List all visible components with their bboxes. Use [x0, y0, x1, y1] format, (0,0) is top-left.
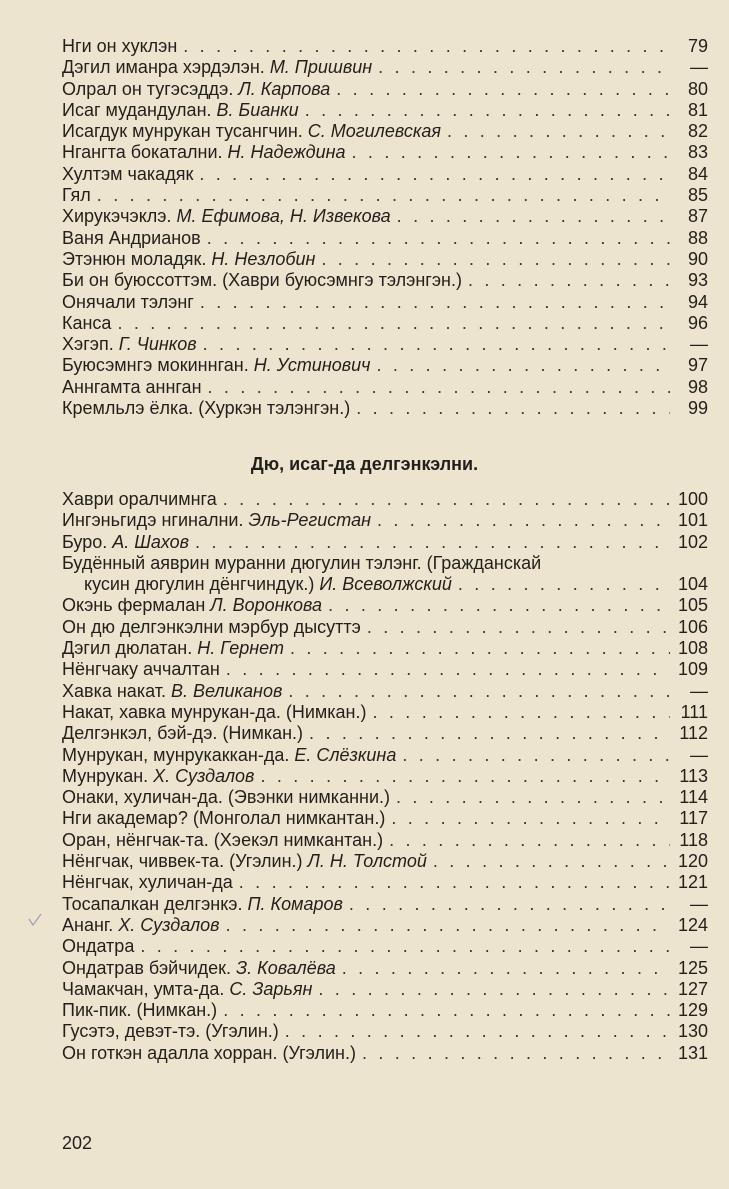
entry-page-number: — — [690, 680, 708, 701]
entry-author: Н. Надеждина — [227, 142, 346, 163]
leader-dots — [373, 702, 671, 723]
entry-title: Исаг мудандулан. — [62, 99, 212, 120]
toc-entry — [62, 574, 708, 595]
entry-page-number: 125 — [677, 957, 708, 978]
entry-page-number: 129 — [677, 1000, 708, 1021]
entry-page-number: — — [690, 936, 708, 957]
leader-dots — [389, 830, 670, 851]
leader-dots — [305, 100, 670, 121]
entry-page-number: 118 — [679, 829, 708, 850]
entry-title: Ондатрав бэйчидек. — [62, 957, 232, 978]
leader-dots — [223, 489, 670, 510]
entry-title: Гял — [62, 185, 91, 206]
entry-title: Гусэтэ, девэт-тэ. (Угэлин.) — [62, 1021, 279, 1042]
leader-dots — [342, 958, 670, 979]
leader-dots — [349, 894, 670, 915]
toc-entry — [62, 723, 708, 744]
entry-page-number: 85 — [687, 185, 708, 206]
entry-author: Е. Слёзкина — [294, 744, 397, 765]
toc-entry — [62, 958, 708, 979]
leader-dots — [183, 36, 670, 57]
entry-author: Н. Незлобин — [211, 248, 316, 269]
toc-entry — [62, 206, 708, 227]
entry-author: С. Могилевская — [307, 121, 441, 142]
leader-dots — [199, 164, 670, 185]
entry-page-number: 84 — [687, 163, 708, 184]
toc-entry — [62, 164, 708, 185]
entry-title: Кремльлэ ёлка. (Хуркэн тэлэнгэн.) — [62, 398, 351, 419]
toc-entry — [62, 617, 708, 638]
entry-page-number: — — [690, 334, 708, 355]
section-heading: Дю, исаг-да делгэнкэлни. — [250, 454, 479, 474]
leader-dots — [328, 595, 670, 616]
toc-entry — [62, 36, 708, 57]
entry-author: Н. Устинович — [253, 355, 371, 376]
entry-title: кусин дюгулин дёнгчиндук.) — [84, 574, 315, 595]
entry-author: И. Всеволжский — [319, 574, 452, 595]
entry-page-number: 113 — [679, 765, 708, 786]
leader-dots — [378, 57, 670, 78]
leader-dots — [362, 1043, 670, 1064]
entry-title: Нгангта бокатални. — [62, 142, 223, 163]
entry-page-number: 131 — [677, 1042, 708, 1063]
toc-entry — [62, 292, 708, 313]
leader-dots — [376, 355, 670, 376]
entry-author: Н. Гернет — [197, 638, 284, 659]
entry-page-number: 100 — [677, 489, 708, 509]
entry-author: С. Зарьян — [229, 978, 313, 999]
toc-entry — [62, 355, 708, 376]
entry-author: З. Ковалёва — [236, 957, 336, 978]
leader-dots — [309, 723, 670, 744]
entry-page-number: 130 — [677, 1021, 708, 1042]
toc-entry — [62, 766, 708, 787]
entry-page-number: 97 — [687, 355, 708, 376]
entry-page-number: 106 — [677, 616, 708, 637]
toc-entry — [62, 121, 708, 142]
entry-page-number: 108 — [677, 638, 708, 659]
toc-entry — [62, 936, 708, 957]
leader-dots — [402, 745, 670, 766]
entry-title: Олрал он тугэсэддэ. — [62, 78, 234, 99]
entry-title: Ваня Андрианов — [62, 227, 201, 248]
entry-title: Буюсэмнгэ мокиннган. — [62, 355, 249, 376]
toc-entry — [62, 915, 708, 936]
leader-dots — [203, 334, 670, 355]
entry-title: Онячали тэлэнг — [62, 291, 194, 312]
toc-entry — [62, 1000, 708, 1021]
entry-page-number: 88 — [687, 227, 708, 248]
entry-author: Х. Суздалов — [118, 914, 220, 935]
entry-title: Хаври оралчимнга — [62, 489, 217, 509]
leader-dots — [321, 249, 670, 270]
leader-dots — [226, 659, 670, 680]
entry-author: В. Великанов — [170, 680, 283, 701]
entry-author: А. Шахов — [112, 531, 190, 552]
entry-title: Аннгамта аннган — [62, 376, 202, 397]
leader-dots — [377, 510, 670, 531]
toc-entry — [62, 808, 708, 829]
entry-title: Дэгил дюлатан. — [62, 638, 193, 659]
toc-entry — [62, 745, 708, 766]
entry-title: Мунрукан, мунрукаккан-да. — [62, 744, 290, 765]
pencil-check-mark — [28, 913, 42, 932]
toc-entry — [62, 872, 708, 893]
entry-title: Он дю делгэнкэлни мэрбур дысуттэ — [62, 616, 361, 637]
leader-dots — [223, 1000, 670, 1021]
leader-dots — [285, 1021, 670, 1042]
entry-page-number: 127 — [677, 978, 708, 999]
entry-title: Хавка накат. — [62, 680, 166, 701]
entry-page-number: 111 — [680, 701, 708, 722]
leader-dots — [336, 79, 670, 100]
leader-dots — [117, 313, 670, 334]
entry-page-number: 87 — [687, 206, 708, 227]
toc-entry — [62, 185, 708, 206]
leader-dots — [468, 270, 670, 291]
toc-entry — [62, 489, 708, 510]
leader-dots — [288, 681, 670, 702]
toc-entry — [62, 659, 708, 680]
toc-section-1 — [62, 36, 708, 419]
toc-entry — [62, 142, 708, 163]
entry-title: Ингэньгидэ нгинални. — [62, 510, 244, 531]
entry-page-number: 121 — [677, 872, 708, 893]
entry-page-number: 105 — [677, 595, 708, 616]
leader-dots — [458, 574, 670, 595]
toc-entry — [62, 398, 708, 419]
toc-entry — [62, 553, 708, 574]
entry-page-number: — — [690, 57, 708, 78]
entry-page-number: 99 — [687, 398, 708, 419]
entry-title: Накат, хавка мунрукан-да. (Нимкан.) — [62, 701, 367, 722]
leader-dots — [367, 617, 670, 638]
entry-page-number: 94 — [687, 291, 708, 312]
entry-author: В. Бианки — [216, 99, 299, 120]
entry-author: Эль-Регистан — [248, 510, 371, 531]
toc-entry — [62, 270, 708, 291]
entry-page-number: 102 — [677, 531, 708, 552]
toc-entry — [62, 638, 708, 659]
entry-author: Л. Воронкова — [210, 595, 323, 616]
leader-dots — [396, 787, 670, 808]
entry-author: Г. Чинков — [118, 334, 197, 355]
toc-entry — [62, 787, 708, 808]
entry-page-number: 120 — [677, 851, 708, 872]
entry-title: Хултэм чакадяк — [62, 163, 194, 184]
entry-page-number: 93 — [687, 270, 708, 291]
entry-title: Тосапалкан делгэнкэ. — [62, 893, 243, 914]
entry-page-number: 101 — [677, 510, 708, 531]
entry-page-number: 96 — [687, 312, 708, 333]
entry-page-number: — — [690, 744, 708, 765]
toc-entry — [62, 510, 708, 531]
toc-entry — [62, 377, 708, 398]
entry-page-number: 90 — [687, 248, 708, 269]
entry-page-number: 79 — [687, 36, 708, 56]
entry-author: Х. Суздалов — [153, 765, 255, 786]
leader-dots — [397, 206, 670, 227]
entry-title: Чамакчан, умта-да. — [62, 978, 225, 999]
entry-author: Л. Н. Толстой — [307, 851, 427, 872]
leader-dots — [433, 851, 670, 872]
leader-dots — [391, 808, 670, 829]
toc-section-2 — [62, 489, 708, 1064]
entry-title: Канса — [62, 312, 112, 333]
leader-dots — [352, 142, 670, 163]
entry-author: М. Ефимова, Н. Извекова — [176, 206, 391, 227]
leader-dots — [97, 185, 670, 206]
leader-dots — [318, 979, 670, 1000]
toc-entry — [62, 851, 708, 872]
leader-dots — [208, 377, 670, 398]
toc-entry — [62, 57, 708, 78]
entry-author: П. Комаров — [247, 893, 343, 914]
toc-entry — [62, 1021, 708, 1042]
leader-dots — [239, 872, 670, 893]
entry-title: Нги академар? (Монголал нимкантан.) — [62, 808, 386, 829]
entry-page-number: 117 — [679, 808, 708, 829]
entry-title: Этэнюн моладяк. — [62, 248, 207, 269]
entry-title: Онаки, хуличан-да. (Эвэнки нимканни.) — [62, 787, 391, 808]
entry-title: Би он буюссоттэм. (Хаври буюсэмнгэ тэлэнгэн.) — [62, 270, 462, 291]
toc-entry — [62, 1043, 708, 1064]
toc-entry — [62, 334, 708, 355]
entry-title: Мунрукан. — [62, 765, 149, 786]
entry-page-number: 114 — [679, 787, 708, 808]
entry-title: Хэгэп. — [62, 334, 114, 355]
leader-dots — [140, 936, 670, 957]
leader-dots — [207, 228, 670, 249]
entry-title: Оран, нёнгчак-та. (Хэекэл нимкантан.) — [62, 829, 384, 850]
leader-dots — [290, 638, 670, 659]
entry-page-number: 82 — [687, 121, 708, 142]
entry-title: Ананг. — [62, 914, 114, 935]
toc-entry — [62, 313, 708, 334]
entry-title: Хирукэчэклэ. — [62, 206, 172, 227]
toc-entry — [62, 595, 708, 616]
entry-title: Буро. — [62, 531, 108, 552]
page-number: 202 — [62, 1133, 93, 1153]
entry-page-number: 109 — [677, 659, 708, 680]
leader-dots — [447, 121, 670, 142]
leader-dots — [195, 532, 670, 553]
entry-title: Ондатра — [62, 936, 135, 957]
leader-dots — [200, 292, 670, 313]
toc-entry — [62, 681, 708, 702]
toc-entry — [62, 100, 708, 121]
toc-entry — [62, 894, 708, 915]
entry-title: Пик-пик. (Нимкан.) — [62, 1000, 218, 1021]
leader-dots — [226, 915, 670, 936]
toc-entry — [62, 228, 708, 249]
entry-page-number: 81 — [687, 99, 708, 120]
entry-title: Нёнгчак, хуличан-да — [62, 872, 233, 893]
toc-entry — [62, 249, 708, 270]
leader-dots — [356, 398, 670, 419]
toc-entry — [62, 532, 708, 553]
toc-entry — [62, 79, 708, 100]
entry-title: Исагдук мунрукан тусангчин. — [62, 121, 303, 142]
toc-entry — [62, 979, 708, 1000]
entry-page-number: 80 — [687, 78, 708, 99]
entry-page-number: 112 — [679, 723, 708, 744]
toc-entry — [62, 830, 708, 851]
entry-title: Он готкэн адалла хорран. (Угэлин.) — [62, 1042, 356, 1063]
entry-title: Дэгил иманра хэрдэлэн. — [62, 57, 265, 78]
entry-title: Нёнгчаку аччалтан — [62, 659, 220, 680]
entry-title: Нёнгчак, чиввек-та. (Угэлин.) — [62, 851, 303, 872]
entry-title: Нги он хуклэн — [62, 36, 178, 56]
leader-dots — [260, 766, 670, 787]
toc-entry — [62, 702, 708, 723]
entry-page-number: 83 — [687, 142, 708, 163]
entry-author: М. Пришвин — [269, 57, 373, 78]
entry-author: Л. Карпова — [238, 78, 331, 99]
entry-page-number: 104 — [677, 574, 708, 595]
entry-title: Окэнь фермалан — [62, 595, 206, 616]
entry-page-number: — — [690, 893, 708, 914]
entry-title: Будённый аяврин муранни дюгулин тэлэнг. (Гражданскай — [62, 552, 542, 573]
entry-page-number: 124 — [677, 914, 708, 935]
entry-page-number: 98 — [687, 376, 708, 397]
entry-title: Делгэнкэл, бэй-дэ. (Нимкан.) — [62, 723, 304, 744]
